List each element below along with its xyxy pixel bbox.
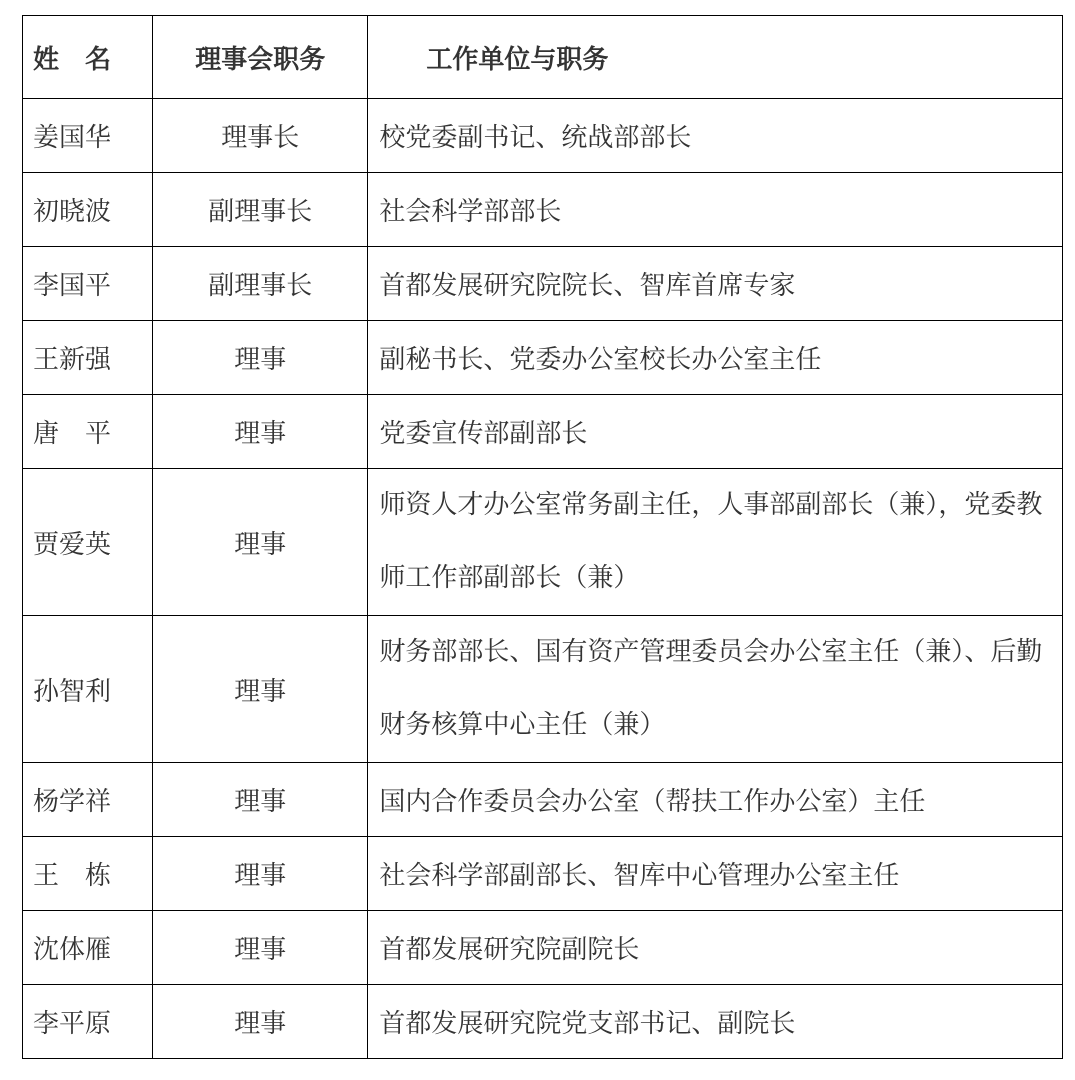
member-board-role: 理事 [153,616,368,763]
member-work-unit: 首都发展研究院党支部书记、副院长 [368,985,1063,1059]
member-name: 王新强 [23,321,153,395]
member-work-unit: 社会科学部副部长、智库中心管理办公室主任 [368,837,1063,911]
member-name: 初晓波 [23,173,153,247]
member-work-unit: 社会科学部部长 [368,173,1063,247]
table-row [23,837,1063,911]
header-board-role: 理事会职务 [153,16,368,99]
member-work-unit: 党委宣传部副部长 [368,395,1063,469]
member-name: 唐 平 [23,395,153,469]
table-row [23,911,1063,985]
member-board-role: 理事 [153,911,368,985]
table-row [23,321,1063,395]
member-board-role: 理事长 [153,99,368,173]
header-work-unit: 工作单位与职务 [368,16,1063,99]
member-board-role: 副理事长 [153,247,368,321]
member-board-role: 理事 [153,985,368,1059]
table-row [23,173,1063,247]
member-board-role: 理事 [153,321,368,395]
member-board-role: 理事 [153,837,368,911]
member-work-unit: 师资人才办公室常务副主任，人事部副部长（兼），党委教师工作部副部长（兼） [368,469,1063,616]
member-name: 杨学祥 [23,763,153,837]
table-row [23,247,1063,321]
table-row [23,763,1063,837]
member-board-role: 理事 [153,469,368,616]
header-name: 姓 名 [23,16,153,99]
table-row [23,469,1063,616]
member-work-unit: 财务部部长、国有资产管理委员会办公室主任（兼）、后勤财务核算中心主任（兼） [368,616,1063,763]
member-name: 王 栋 [23,837,153,911]
member-board-role: 理事 [153,763,368,837]
member-name: 孙智利 [23,616,153,763]
table-row [23,395,1063,469]
member-name: 姜国华 [23,99,153,173]
member-work-unit: 首都发展研究院院长、智库首席专家 [368,247,1063,321]
table-row [23,985,1063,1059]
member-work-unit: 副秘书长、党委办公室校长办公室主任 [368,321,1063,395]
member-work-unit: 国内合作委员会办公室（帮扶工作办公室）主任 [368,763,1063,837]
board-members-table [22,15,1063,1059]
member-name: 沈体雁 [23,911,153,985]
member-board-role: 副理事长 [153,173,368,247]
member-board-role: 理事 [153,395,368,469]
table-row [23,99,1063,173]
table-row [23,616,1063,763]
member-work-unit: 校党委副书记、统战部部长 [368,99,1063,173]
member-name: 李平原 [23,985,153,1059]
member-name: 李国平 [23,247,153,321]
table-header-row [23,16,1063,99]
member-work-unit: 首都发展研究院副院长 [368,911,1063,985]
member-name: 贾爱英 [23,469,153,616]
